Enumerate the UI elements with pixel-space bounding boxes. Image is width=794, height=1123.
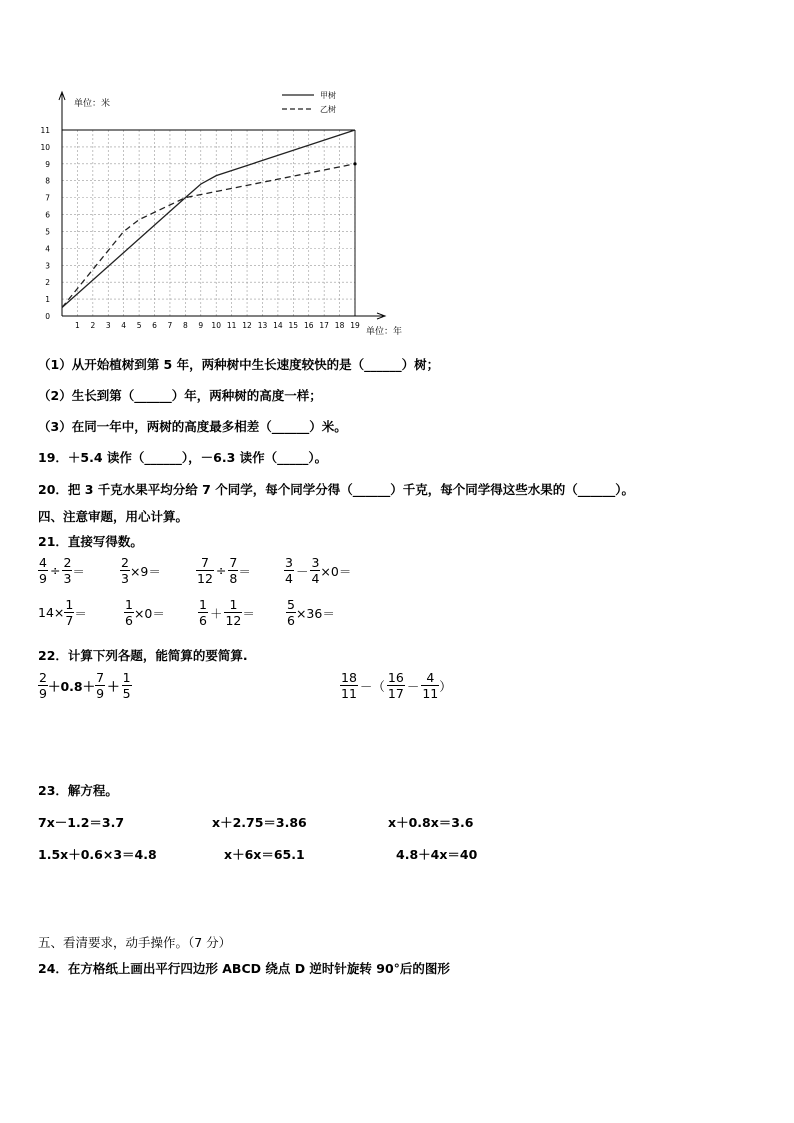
x-tick-label: 8 <box>182 321 188 330</box>
x-tick-label: 17 <box>319 321 329 330</box>
y-tick-label: 4 <box>45 244 50 254</box>
y-tick-label: 8 <box>45 176 50 186</box>
question-18-3: （3）在同一年中，两树的高度最多相差（______）米。 <box>38 419 347 434</box>
equation-1: 7x－1.2＝3.7 <box>38 815 125 830</box>
question-20: 20．把 3 千克水果平均分给 7 个同学，每个同学分得（______）千克，每个同学得这些水果的（______）。 <box>38 482 634 497</box>
x-tick-label: 6 <box>152 321 157 330</box>
calc21-r1c4: $\frac{3}{4}$ － $\frac{3}{4}$ ×0＝ <box>285 555 352 586</box>
y-tick-label: 5 <box>45 227 50 237</box>
equation-2: x＋2.75＝3.86 <box>212 815 307 830</box>
x-tick-label: 5 <box>136 321 142 330</box>
chart-grid <box>62 130 355 316</box>
x-unit-label: 单位：年 <box>366 327 403 337</box>
y-tick-label: 2 <box>45 278 50 288</box>
calc21-r2c1: 14× $\frac{1}{7}$ ＝ <box>38 597 87 628</box>
calc21-r2c3: $\frac{1}{6}$ ＋ $\frac{1}{12}$ ＝ <box>199 597 255 628</box>
y-tick-label: 0 <box>45 312 50 321</box>
calc21-r2c4: $\frac{5}{6}$ ×36＝ <box>287 597 335 628</box>
series-end-dot <box>353 162 356 165</box>
x-tick-label: 16 <box>303 321 314 330</box>
question-18-2: （2）生长到第（______）年，两种树的高度一样； <box>38 388 322 403</box>
x-tick-label: 3 <box>105 321 111 330</box>
legend-label: 甲树 <box>320 91 336 100</box>
y-tick-label: 7 <box>45 193 50 203</box>
section-5-heading: 五、看清要求，动手操作。（7 分） <box>38 935 232 950</box>
question-22: 22．计算下列各题，能简算的要简算. <box>38 648 248 663</box>
x-tick-label: 1 <box>75 321 80 330</box>
chart-series <box>62 130 357 308</box>
x-tick-label: 9 <box>198 321 204 330</box>
x-tick-label: 15 <box>288 321 299 330</box>
series-line-jia <box>62 130 355 308</box>
x-tick-label: 11 <box>226 321 237 330</box>
question-18-1: （1）从开始植树到第 5 年，两种树中生长速度较快的是（______）树； <box>38 357 440 372</box>
chart-axes <box>59 92 385 319</box>
x-tick-label: 13 <box>257 321 268 330</box>
y-tick-label: 9 <box>45 159 50 169</box>
x-tick-label: 12 <box>242 321 252 330</box>
equation-3: x＋0.8x＝3.6 <box>388 815 474 830</box>
question-23: 23．解方程。 <box>38 783 118 798</box>
calc21-r1c3: $\frac{7}{12}$ ÷ $\frac{7}{8}$ ＝ <box>197 555 251 586</box>
equation-6: 4.8＋4x＝40 <box>396 847 478 862</box>
y-tick-label: 6 <box>45 210 50 220</box>
calc22-expr2: $\frac{18}{11}$ －（ $\frac{16}{17}$ － $\frac{4}{11}$ ） <box>341 670 452 701</box>
x-tick-label: 10 <box>211 321 221 330</box>
question-21: 21．直接写得数。 <box>38 534 143 549</box>
calc21-r1c2: $\frac{2}{3}$ ×9＝ <box>121 555 161 586</box>
x-tick-label: 18 <box>334 321 345 330</box>
y-tick-label: 1 <box>45 295 50 305</box>
series-line-yi <box>62 164 355 308</box>
equation-4: 1.5x＋0.6×3＝4.8 <box>38 847 157 862</box>
question-19: 19．＋5.4 读作（______），－6.3 读作（_____）。 <box>38 450 328 465</box>
section-4-heading: 四、注意审题，用心计算。 <box>38 509 189 524</box>
y-unit-label: 单位：米 <box>74 99 111 109</box>
x-tick-label: 14 <box>273 321 283 330</box>
legend-label: 乙树 <box>320 105 336 114</box>
tree-growth-chart <box>30 80 420 342</box>
chart-legend <box>282 90 336 114</box>
equation-5: x＋6x＝65.1 <box>224 847 305 862</box>
chart-ticks <box>40 126 360 330</box>
x-tick-label: 4 <box>121 321 127 330</box>
x-tick-label: 2 <box>90 321 96 330</box>
question-24: 24．在方格纸上画出平行四边形 ABCD 绕点 D 逆时针旋转 90°后的图形 <box>38 961 450 976</box>
y-tick-label: 10 <box>40 142 50 152</box>
calc21-r1c1: $\frac{4}{9}$ ÷ $\frac{2}{3}$ ＝ <box>39 555 85 586</box>
x-tick-label: 7 <box>167 321 173 330</box>
y-tick-label: 11 <box>40 126 50 135</box>
x-tick-label: 19 <box>350 321 360 330</box>
y-tick-label: 3 <box>45 261 50 271</box>
calc22-expr1: $\frac{2}{9}$ ＋0.8＋ $\frac{7}{9}$ ＋ $\frac{1}{5}$ <box>39 670 131 701</box>
calc21-r2c2: $\frac{1}{6}$ ×0＝ <box>125 597 165 628</box>
